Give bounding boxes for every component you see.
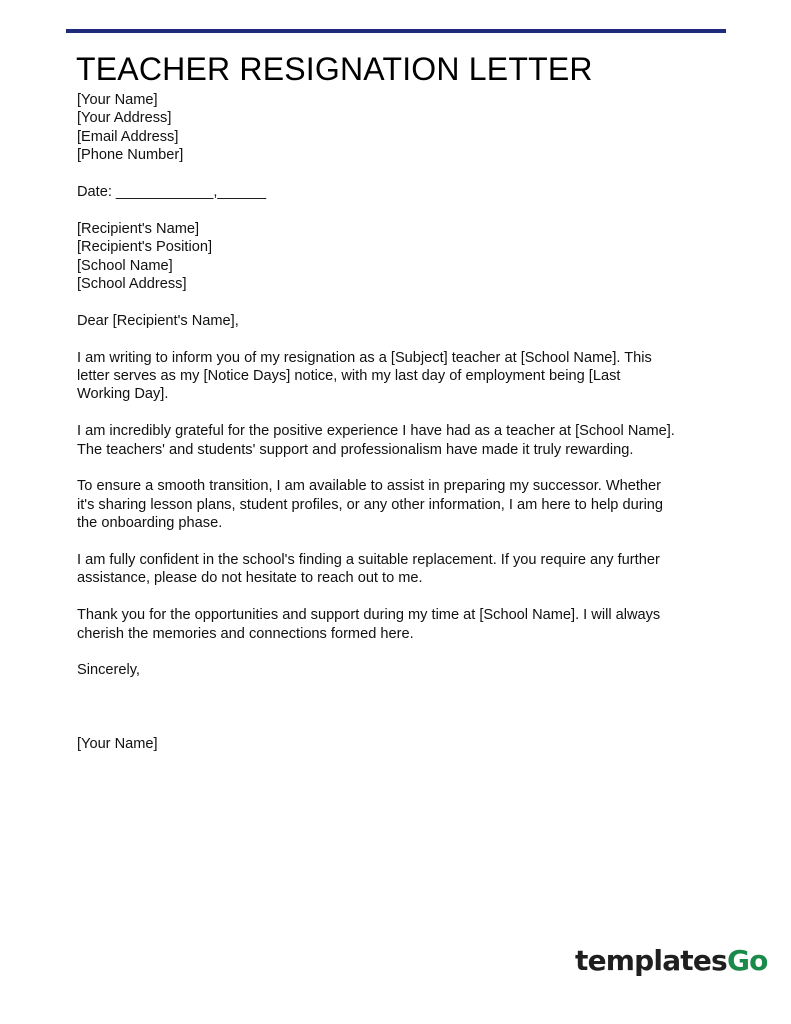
closing: Sincerely, — [77, 662, 140, 679]
paragraph-line: The teachers' and students' support and professionalism have made it truly rewarding. — [77, 441, 634, 458]
sender-name: [Your Name] — [77, 92, 158, 108]
sender-email: [Email Address] — [77, 128, 179, 145]
signature-name: [Your Name] — [77, 735, 158, 752]
paragraph-line: assistance, please do not hesitate to reach out to me. — [77, 570, 423, 587]
paragraph-line: I am fully confident in the school's finding a suitable replacement. If you require any further — [77, 552, 660, 569]
paragraph-line: I am writing to inform you of my resignation as a [Subject] teacher at [School Name]. This — [77, 349, 652, 366]
letter-body — [77, 91, 727, 753]
paragraph-line: letter serves as my [Notice Days] notice, with my last day of employment being [Last — [77, 368, 621, 385]
paragraph-line: To ensure a smooth transition, I am available to assist in preparing my successor. Whether — [77, 478, 662, 495]
paragraph-line: Thank you for the opportunities and support during my time at [School Name]. I will always — [77, 607, 661, 624]
recipient-block — [77, 220, 727, 294]
signature-space — [77, 680, 727, 735]
paragraph-resignation — [77, 349, 727, 404]
signature-block — [77, 735, 727, 753]
sender-address: [Your Address] — [77, 110, 172, 127]
sender-block — [77, 91, 727, 165]
logo-text-go: Go — [726, 944, 768, 977]
recipient-position: [Recipient's Position] — [77, 239, 213, 256]
paragraph-line: it's sharing lesson plans, student profiles, or any other information, I am here to help during — [77, 496, 664, 513]
paragraph-gratitude — [77, 422, 727, 459]
logo-text-templates: templates — [575, 944, 727, 977]
page-title: TEACHER RESIGNATION LETTER — [76, 51, 593, 87]
recipient-school: [School Name] — [77, 257, 173, 274]
closing-block — [77, 661, 727, 679]
paragraph-line: I am incredibly grateful for the positive experience I have had as a teacher at [School Name]. — [77, 423, 675, 440]
paragraph-line: the onboarding phase. — [77, 515, 223, 532]
salutation-block — [77, 312, 727, 330]
date-block — [77, 183, 727, 201]
paragraph-line: cherish the memories and connections formed here. — [77, 625, 414, 642]
recipient-school-address: [School Address] — [77, 276, 187, 293]
paragraph-line: Working Day]. — [77, 386, 169, 403]
paragraph-thanks — [77, 606, 727, 643]
date-line: Date: ____________,______ — [77, 184, 267, 201]
sender-phone: [Phone Number] — [77, 147, 184, 164]
salutation: Dear [Recipient's Name], — [77, 312, 239, 329]
templatesgo-logo — [575, 944, 768, 977]
header-rule — [66, 29, 726, 33]
paragraph-transition — [77, 477, 727, 532]
paragraph-replacement — [77, 551, 727, 588]
recipient-name: [Recipient's Name] — [77, 220, 200, 237]
